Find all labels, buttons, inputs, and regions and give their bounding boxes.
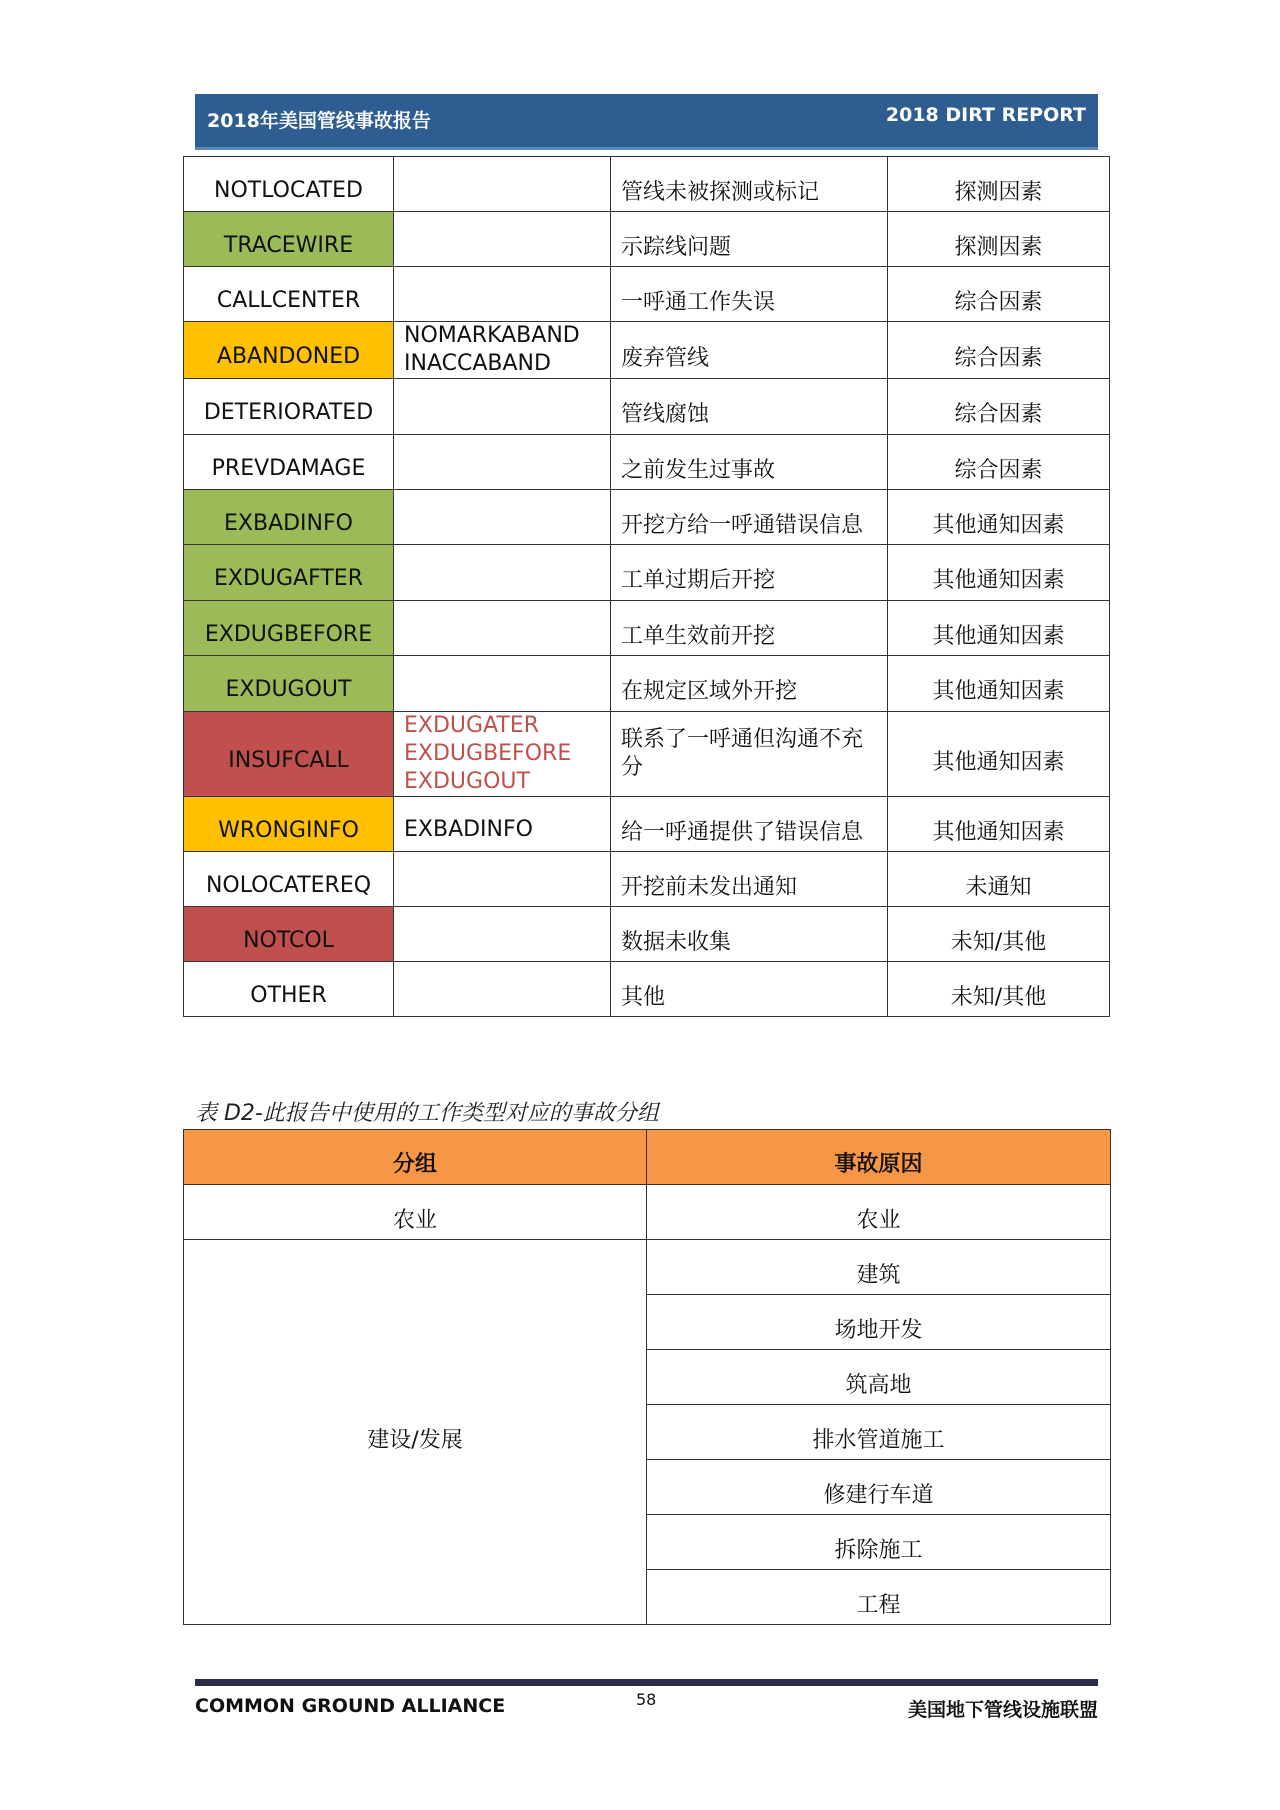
description-cell: 开挖方给一呼通错误信息: [611, 490, 888, 545]
cause-code-cell: NOTCOL: [184, 907, 394, 962]
table-row: [184, 267, 1110, 322]
table-row: [184, 907, 1110, 962]
work-type-group-table: [183, 1129, 1111, 1625]
cause-cell: 工程: [647, 1570, 1111, 1625]
table-row: [184, 379, 1110, 435]
column-header-group: 分组: [184, 1130, 647, 1185]
table-row: [184, 1185, 1111, 1240]
alt-code-cell: [394, 322, 611, 379]
alt-code-line: EXDUGOUT: [404, 769, 530, 794]
table-caption: 表 D2-此报告中使用的工作类型对应的事故分组: [195, 1101, 659, 1126]
cause-cell: 修建行车道: [647, 1460, 1111, 1515]
cause-cell: 拆除施工: [647, 1515, 1111, 1570]
table-row: [184, 435, 1110, 490]
header-title-en: 2018 DIRT REPORT: [885, 104, 1086, 126]
alt-code-line: INACCABAND: [404, 351, 551, 376]
cause-cell: 农业: [647, 1185, 1111, 1240]
header-title-cn: 2018年美国管线事故报告: [207, 110, 431, 132]
category-cell: 未通知: [888, 852, 1110, 907]
page-number: 58: [636, 1690, 657, 1709]
description-cell: 示踪线问题: [611, 212, 888, 267]
description-cell: 工单过期后开挖: [611, 545, 888, 601]
cause-code-cell: EXDUGOUT: [184, 656, 394, 712]
description-cell: 在规定区域外开挖: [611, 656, 888, 712]
table-header-row: [184, 1130, 1111, 1185]
cause-code-cell: PREVDAMAGE: [184, 435, 394, 490]
category-cell: 其他通知因素: [888, 797, 1110, 852]
table-row: [184, 852, 1110, 907]
cause-code-cell: EXDUGAFTER: [184, 545, 394, 601]
category-cell: 综合因素: [888, 267, 1110, 322]
group-cell: 建设/发展: [184, 1240, 647, 1625]
description-cell: 管线腐蚀: [611, 379, 888, 435]
table-row: [184, 797, 1110, 852]
description-cell: 开挖前未发出通知: [611, 852, 888, 907]
category-cell: 探测因素: [888, 212, 1110, 267]
category-cell: 其他通知因素: [888, 656, 1110, 712]
description-cell: 一呼通工作失误: [611, 267, 888, 322]
category-cell: 未知/其他: [888, 962, 1110, 1017]
cause-code-cell: EXDUGBEFORE: [184, 601, 394, 656]
category-cell: 综合因素: [888, 379, 1110, 435]
description-cell: 管线未被探测或标记: [611, 157, 888, 212]
cause-cell: 建筑: [647, 1240, 1111, 1295]
category-cell: 综合因素: [888, 435, 1110, 490]
description-cell: 废弃管线: [611, 322, 888, 379]
cause-code-cell: NOTLOCATED: [184, 157, 394, 212]
category-cell: 未知/其他: [888, 907, 1110, 962]
cause-code-cell: OTHER: [184, 962, 394, 1017]
table-row: [184, 490, 1110, 545]
report-header-bar: [195, 94, 1098, 150]
table-row: [184, 322, 1110, 379]
footer-org-en: COMMON GROUND ALLIANCE: [195, 1695, 506, 1717]
description-line: 联系了一呼通但沟通不充: [621, 727, 864, 752]
alt-code-cell: [394, 379, 611, 435]
description-cell: 工单生效前开挖: [611, 601, 888, 656]
alt-code-line: EXDUGBEFORE: [404, 741, 572, 766]
description-cell: [611, 712, 888, 797]
cause-code-cell: NOLOCATEREQ: [184, 852, 394, 907]
alt-code-cell: [394, 267, 611, 322]
cause-cell: 排水管道施工: [647, 1405, 1111, 1460]
alt-code-cell: [394, 601, 611, 656]
alt-code-cell: [394, 962, 611, 1017]
cause-code-cell: CALLCENTER: [184, 267, 394, 322]
cause-code-table: [183, 156, 1110, 1017]
alt-code-cell: [394, 157, 611, 212]
description-cell: 其他: [611, 962, 888, 1017]
category-cell: 其他通知因素: [888, 712, 1110, 797]
category-cell: 其他通知因素: [888, 601, 1110, 656]
alt-code-cell: EXBADINFO: [394, 797, 611, 852]
cause-code-cell: INSUFCALL: [184, 712, 394, 797]
table-row: [184, 656, 1110, 712]
cause-code-cell: ABANDONED: [184, 322, 394, 379]
cause-cell: 筑高地: [647, 1350, 1111, 1405]
table-row: [184, 601, 1110, 656]
table-row: [184, 962, 1110, 1017]
footer-org-cn: 美国地下管线设施联盟: [907, 1699, 1098, 1721]
alt-code-cell: [394, 545, 611, 601]
table-row: [184, 157, 1110, 212]
alt-code-cell: [394, 490, 611, 545]
alt-code-line: NOMARKABAND: [404, 323, 580, 348]
cause-code-cell: DETERIORATED: [184, 379, 394, 435]
description-line: 分: [621, 755, 644, 780]
alt-code-cell: [394, 212, 611, 267]
table-row: [184, 545, 1110, 601]
category-cell: 其他通知因素: [888, 545, 1110, 601]
cause-cell: 场地开发: [647, 1295, 1111, 1350]
category-cell: 综合因素: [888, 322, 1110, 379]
alt-code-line: EXDUGATER: [404, 713, 540, 738]
description-cell: 数据未收集: [611, 907, 888, 962]
cause-code-cell: EXBADINFO: [184, 490, 394, 545]
column-header-cause: 事故原因: [647, 1130, 1111, 1185]
cause-code-cell: TRACEWIRE: [184, 212, 394, 267]
alt-code-cell: [394, 712, 611, 797]
table-row: [184, 712, 1110, 797]
category-cell: 探测因素: [888, 157, 1110, 212]
footer-rule: [195, 1679, 1098, 1686]
alt-code-cell: [394, 435, 611, 490]
alt-code-cell: [394, 907, 611, 962]
table-row: [184, 1240, 1111, 1295]
alt-code-cell: [394, 656, 611, 712]
cause-code-cell: WRONGINFO: [184, 797, 394, 852]
description-cell: 给一呼通提供了错误信息: [611, 797, 888, 852]
description-cell: 之前发生过事故: [611, 435, 888, 490]
group-cell: 农业: [184, 1185, 647, 1240]
category-cell: 其他通知因素: [888, 490, 1110, 545]
table-row: [184, 212, 1110, 267]
alt-code-cell: [394, 852, 611, 907]
